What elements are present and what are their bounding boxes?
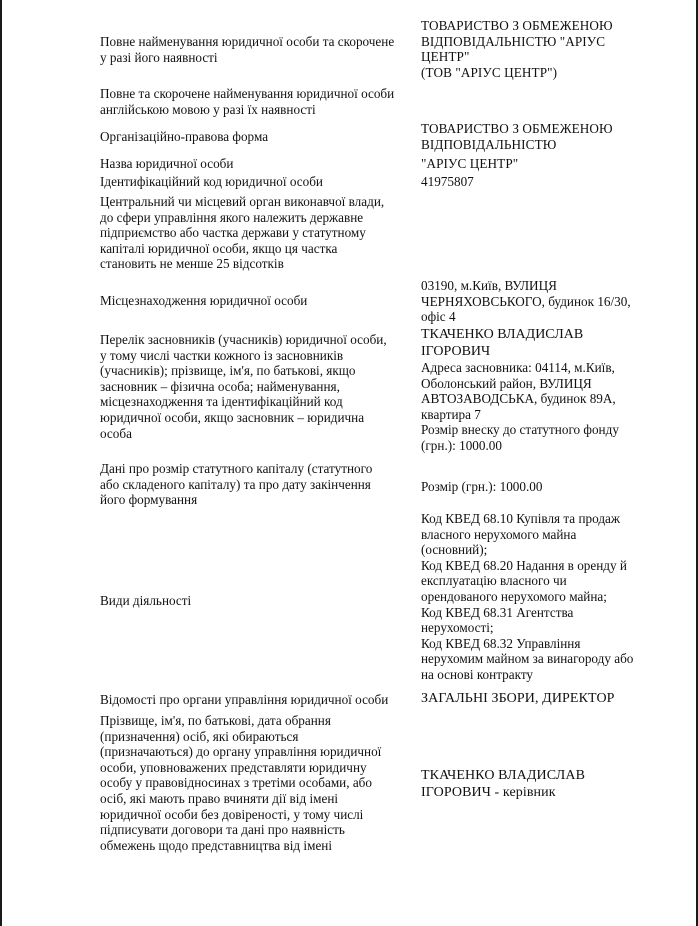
value-line: ЧЕРНЯХОВСЬКОГО, будинок 16/30, [421,293,631,309]
row-label [100,156,418,172]
value-line: ТКАЧЕНКО ВЛАДИСЛАВ [421,768,586,783]
value-line: (ТОВ "АРІУС ЦЕНТР") [421,64,558,80]
label-line: підприємство або частка держави у статутному [100,225,366,241]
value-line: ЗАГАЛЬНІ ЗБОРИ, ДИРЕКТОР [421,691,615,706]
label-line: особа [100,425,132,441]
label-line: Повне найменування юридичної особи та скорочене [100,34,395,49]
label-line: юридичної особи без довіреності, у тому числі [100,806,364,822]
value-line: ТОВАРИСТВО З ОБМЕЖЕНОЮ [421,18,613,33]
value-line: (основний); [421,542,488,558]
label-line: Відомості про органи управління юридичної особи [100,692,389,707]
row-label [100,34,418,65]
value-line: Адреса засновника: 04114, м.Київ, [421,360,615,375]
label-line: Назва юридичної особи [100,156,234,171]
row-label [100,129,418,145]
label-line: (призначення) осіб, які обираються [100,728,299,744]
label-line: до сфери управління якого належить державне [100,209,364,225]
label-line: (учасників); прізвище, ім'я, по батькові, якщо [100,363,356,379]
row-label [100,174,418,190]
label-line: особи, уповноважених представляти юридичну [100,759,367,775]
label-line: Прізвище, ім'я, по батькові, дата обрання [100,713,331,728]
value-line: власного нерухомого майна [421,526,577,542]
value-line: офіс 4 [421,309,456,325]
label-line: Центральний чи місцевий орган виконавчої влади, [100,194,385,209]
value-line: квартира 7 [421,406,481,422]
value-line: Код КВЕД 68.20 Надання в оренду й [421,557,627,573]
row-value [421,691,671,707]
value-line: (грн.): 1000.00 [421,437,502,453]
value-line: Код КВЕД 68.32 Управління [421,635,581,651]
value-line: АВТОЗАВОДСЬКА, будинок 89А, [421,391,616,407]
value-line: нерухомості; [421,620,494,636]
value-line: орендованого нерухомого майна; [421,588,607,604]
value-line: ЦЕНТР" [421,49,470,65]
label-line: Види діяльності [100,593,192,608]
row-label [100,332,418,441]
row-label [100,461,418,508]
value-line: "АРІУС ЦЕНТР" [421,156,519,171]
value-line: ІГОРОВИЧ [421,343,491,359]
value-line: ІГОРОВИЧ - керівник [421,784,556,800]
label-line: капіталі юридичної особи, якщо ця частка [100,240,338,256]
label-line: Перелік засновників (учасників) юридичної особи, [100,332,387,347]
label-line: засновник – фізична особа; найменування, [100,378,340,394]
row-value [421,768,671,801]
value-line: ТКАЧЕНКО ВЛАДИСЛАВ [421,327,584,342]
label-line: осіб, які мають право вчиняти дії від імені [100,790,339,806]
value-line: Код КВЕД 68.31 Агентства [421,604,574,620]
label-line: (призначаються) до органу управління юридичної [100,744,382,760]
row-value [421,121,671,152]
label-line: Дані про розмір статутного капіталу (статутного [100,461,373,476]
label-line: англійською мовою у разі їх наявності [100,101,316,117]
value-line: ВІДПОВІДАЛЬНІСТЮ [421,136,557,152]
value-line: ВІДПОВІДАЛЬНІСТЮ "АРІУС [421,33,606,49]
value-line: на основі контракту [421,666,533,682]
label-line: особу у правовідносинах з третіми особами, або [100,775,372,791]
row-label [100,593,418,609]
value-line: 03190, м.Київ, ВУЛИЦЯ [421,278,557,293]
row-value [421,278,671,325]
value-line: Розмір (грн.): 1000.00 [421,479,543,494]
label-line: у разі його наявності [100,49,218,65]
row-label [100,692,418,708]
label-line: Повне та скорочене найменування юридичної особи [100,86,395,101]
label-line: у тому числі частки кожного із засновників [100,347,344,363]
label-line: юридичної особи, якщо засновник – юридична [100,409,365,425]
label-line: підписувати договори та дані про наявність [100,822,345,838]
value-line: Розмір внеску до статутного фонду [421,422,619,438]
row-label [100,713,418,853]
value-line: ТОВАРИСТВО З ОБМЕЖЕНОЮ [421,121,613,136]
label-line: або складеного капіталу) та про дату закінчення [100,476,371,492]
label-line: становить не менше 25 відсотків [100,256,284,272]
label-line: обмежень щодо представництва від імені [100,837,333,853]
row-value [421,156,671,172]
row-label [100,293,418,309]
row-label [100,194,418,272]
value-line: Оболонський район, ВУЛИЦЯ [421,375,592,391]
value-line: Код КВЕД 68.10 Купівля та продаж [421,511,620,526]
value-line: нерухомим майном за винагороду або [421,651,634,667]
label-line: його формування [100,492,198,508]
label-line: Ідентифікаційний код юридичної особи [100,174,323,189]
row-value [421,174,671,190]
value-line: 41975807 [421,174,474,189]
row-value [421,18,671,80]
value-line: експлуатацію власного чи [421,573,567,589]
label-line: місцезнаходження та ідентифікаційний код [100,394,343,410]
row-label [100,86,418,117]
row-value [421,327,671,454]
row-value [421,479,671,495]
label-line: Організаційно-правова форма [100,129,269,144]
row-value [421,511,671,683]
label-line: Місцезнаходження юридичної особи [100,293,308,308]
